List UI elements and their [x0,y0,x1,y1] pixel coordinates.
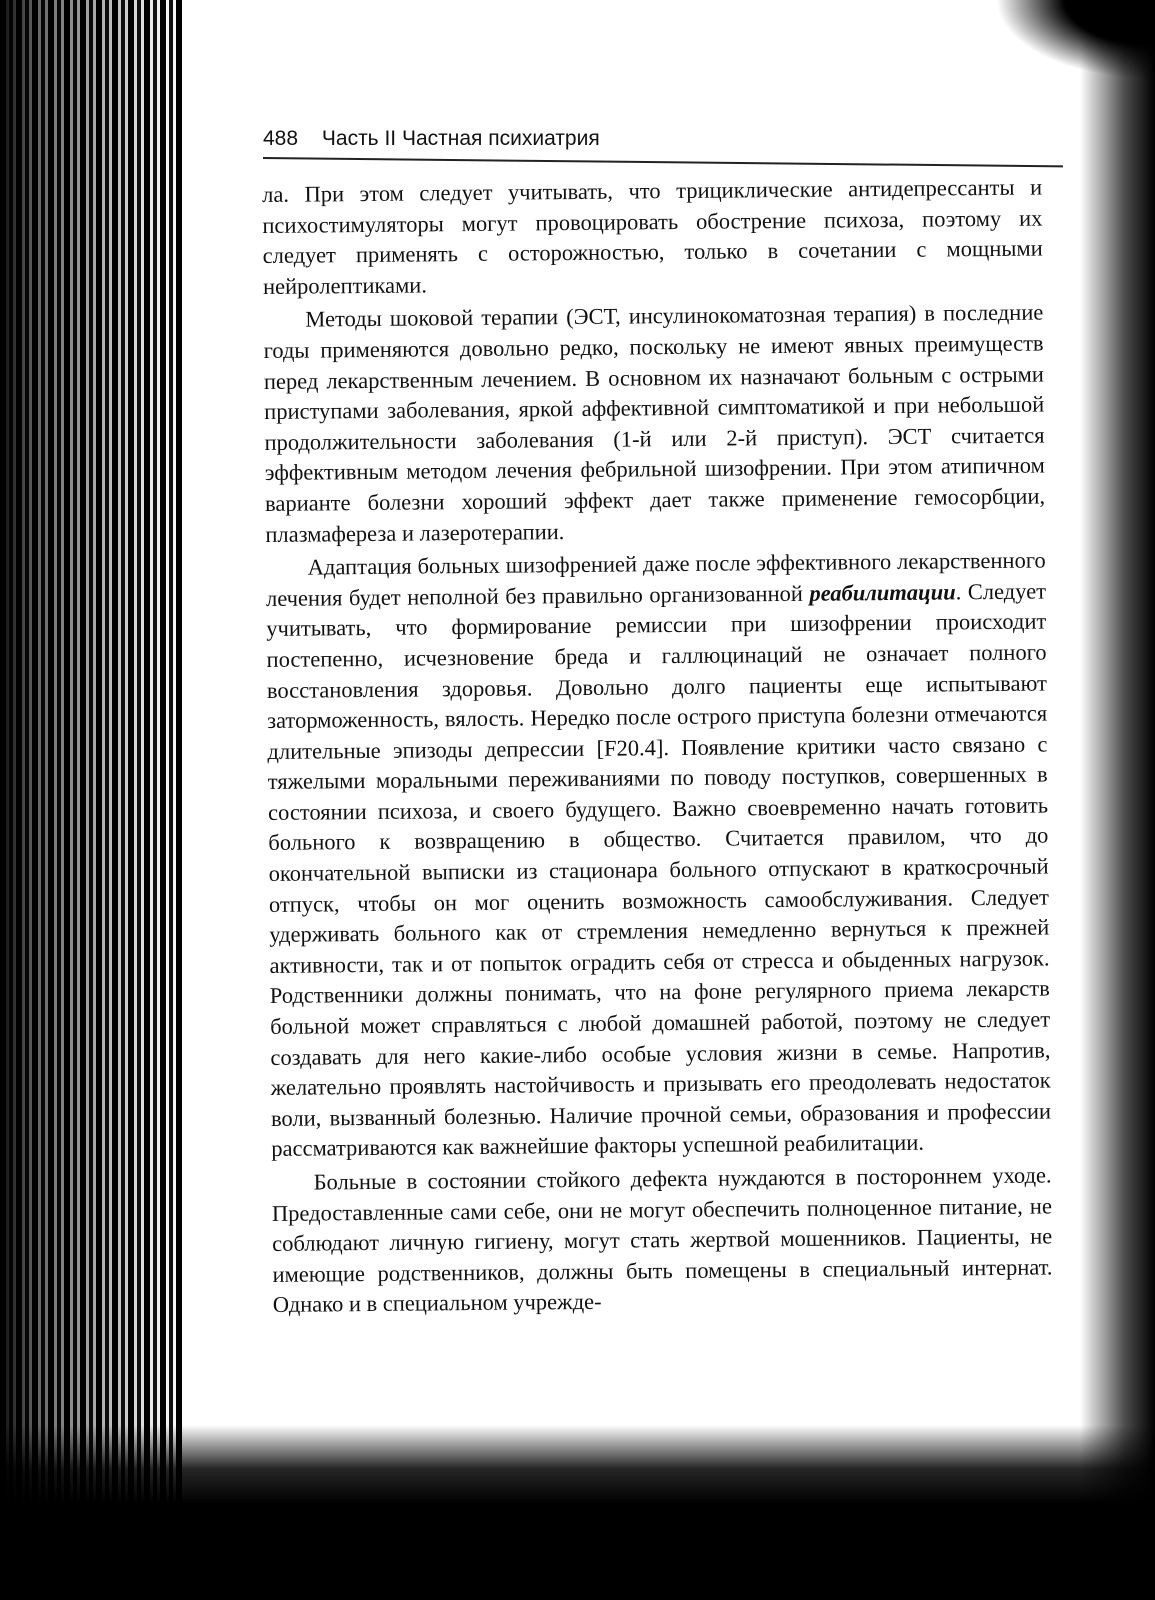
right-edge-shadow [1080,0,1155,1600]
term-rehabilitation: реабилитации [809,579,956,606]
running-title: Часть II Частная психиатрия [321,127,600,150]
bottom-edge-shadow [0,1425,1155,1600]
page-number: 488 [263,127,299,150]
paragraph-2: Методы шоковой терапии (ЭСТ, инсулинокоматозная терапия) в последние годы применяются довольно редко, поскольку не имеют явных преимуществ перед лекарственным лечением. В основном их назначают больным с острыми приступами заболевания, яркой аффективной симптоматикой и при небольшой продолжительности заболевания (1-й или 2-й приступ). ЭСТ считается эффективным методом лечения фебрильной шизофрении. При этом атипичном варианте болезни хороший эффект дает также применение гемосорбции, плазмафереза и лазеротерапии. [263,299,1046,547]
paragraph-3-start: Адаптация больных шизофренией даже после эффективного лекарственного лечения будет неполной без правильно организованной [265,547,1046,611]
body-text [262,173,1053,1321]
paragraph-4: Больные в состоянии стойкого дефекта нуждаются в постороннем уходе. Предоставленные сами себе, они не могут обеспечить полноценное питание, не соблюдают личную гигиену, могут стать жертвой мошенников. Пациенты, не имеющие родственников, должны быть помещены в специальный интернат. Однако и в специальном учрежде- [271,1162,1053,1318]
paragraph-3 [266,546,1052,1165]
paragraph-1: ла. При этом следует учитывать, что трициклические антидепрессанты и психостимуляторы могут провоцировать обострение психоза, поэтому их следует применять с осторожностью, только в сочетании с мощными нейролептиками. [262,174,1043,299]
running-header [263,127,1053,151]
book-page-edges [0,0,185,1600]
page-curl-shadow [995,0,1155,80]
paragraph-3-rest: . Следует учитывать, что формирование ремиссии при шизофрении происходит постепенно, исчезновение бреда и галлюцинаций не означает полного восстановления здоровья. Довольно долго пациенты еще испытывают заторможенность, вялость. Нередко после острого приступа болезни отмечаются длительные эпизоды депрессии [F20.4]. Появление критики часто связано с тяжелыми моральными переживаниями по поводу поступков, совершенных в состоянии психоза, и своего будущего. Важно своевременно начать готовить больного к возвращению в общество. Считается правилом, что до окончательной выписки из стационара больного отпускают в краткосрочный отпуск, чтобы он мог оценить возможность самообслуживания. Следует удерживать больного как от стремления немедленно вернуться к прежней активности, так и от попыток оградить себя от стресса и обыденных нагрузок. Родственники должны понимать, что на фоне регулярного приема лекарств больной может справляться с любой домашней работой, поэтому не следует создавать для него какие-либо особые условия жизни в семье. Напротив, желательно проявлять настойчивость и призывать его преодолевать недостаток воли, вызванный болезнью. Наличие прочной семьи, образования и профессии рассматриваются как важнейшие факторы успешной реабилитации. [266,578,1052,1162]
